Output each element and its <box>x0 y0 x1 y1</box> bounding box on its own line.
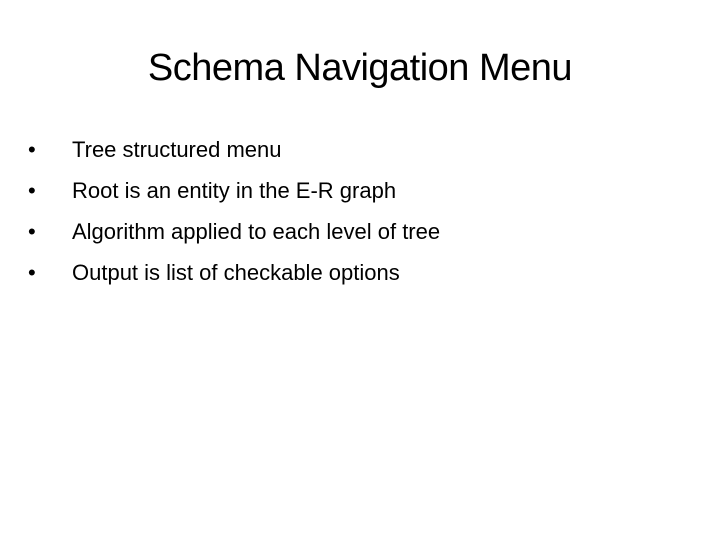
slide-title: Schema Navigation Menu <box>147 47 573 89</box>
bullet-item <box>28 211 688 252</box>
bullet-list <box>28 129 688 293</box>
bullet-text: Tree structured menu <box>72 137 282 162</box>
bullet-item <box>28 170 688 211</box>
bullet-text: Algorithm applied to each level of tree <box>72 219 441 244</box>
bullet-text: Root is an entity in the E-R graph <box>72 178 397 203</box>
bullet-item <box>28 252 688 293</box>
bullet-text: Output is list of checkable options <box>72 260 400 285</box>
bullet-icon: • <box>28 137 36 162</box>
bullet-icon: • <box>28 219 36 244</box>
bullet-icon: • <box>28 260 36 285</box>
bullet-item <box>28 129 688 170</box>
bullet-icon: • <box>28 178 36 203</box>
